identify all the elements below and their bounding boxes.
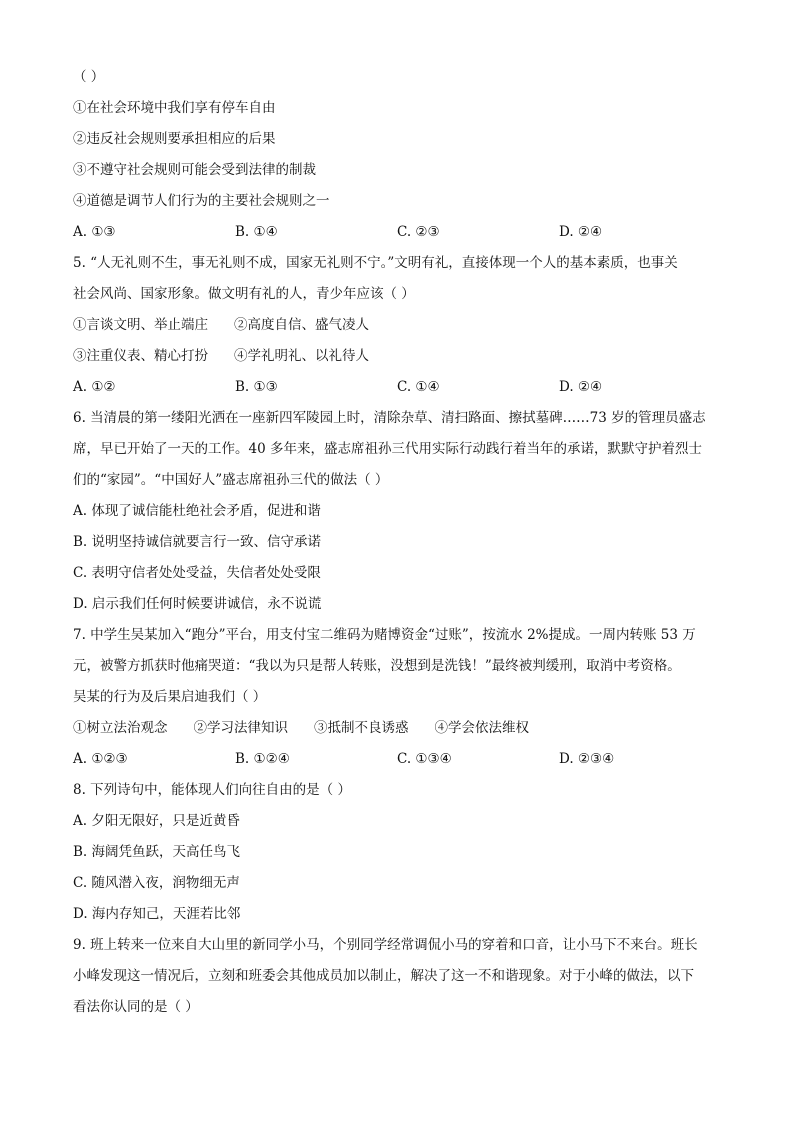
q7-option-c: C. ①③④ <box>397 751 452 767</box>
q8-option-d: D. 海内存知己，天涯若比邻 <box>73 906 241 922</box>
q4-option-c: C. ②③ <box>397 224 440 240</box>
q9-stem-line-1: 9. 班上转来一位来自大山里的新同学小马，个别同学经常调侃小马的穿着和口音，让小马下不来台。班长 <box>73 937 698 953</box>
q5-option-c: C. ①④ <box>397 379 440 395</box>
q7-option-d: D. ②③④ <box>559 751 615 767</box>
q7-item-1: ①树立法治观念 <box>73 720 168 736</box>
q9-stem-line-3: 看法你认同的是（ ） <box>73 999 199 1015</box>
q6-option-b: B. 说明坚持诚信就要言行一致、信守承诺 <box>73 534 322 550</box>
q6-stem-line-2: 席，早已开始了一天的工作。40 多年来，盛志席祖孙三代用实际行动践行着当年的承诺，默默守护着烈士 <box>73 441 702 457</box>
q5-items-row-2 <box>73 341 733 372</box>
q7-stem-line-2: 元，被警方抓获时他痛哭道：“我以为只是帮人转账，没想到是洗钱！”最终被判缓刑，取消中考资格。 <box>73 658 681 674</box>
q7-items <box>73 713 733 744</box>
q5-stem-line-1: 5. “人无礼则不生，事无礼则不成，国家无礼则不宁。”文明有礼，直接体现一个人的基本素质，也事关 <box>73 255 678 271</box>
q7-item-3: ③抵制不良诱惑 <box>314 720 409 736</box>
q5-stem-line-2: 社会风尚、国家形象。做文明有礼的人，青少年应该（ ） <box>73 286 415 302</box>
q5-items-row-1 <box>73 310 733 341</box>
q6-stem-line-1: 6. 当清晨的第一缕阳光洒在一座新四军陵园上时，清除杂草、清扫路面、擦拭墓碑……73 岁的管理员盛志 <box>73 410 706 426</box>
q5-item-3: ③注重仪表、精心打扮 <box>73 348 208 364</box>
q4-option-d: D. ②④ <box>559 224 603 240</box>
q4-option-a: A. ①③ <box>73 224 116 240</box>
q5-option-b: B. ①③ <box>235 379 278 395</box>
q7-options <box>73 744 733 775</box>
q4-item-1: ①在社会环境中我们享有停车自由 <box>73 100 276 116</box>
q9-stem-line-2: 小峰发现这一情况后，立刻和班委会其他成员加以制止，解决了这一不和谐现象。对于小峰的做法，以下 <box>73 968 694 984</box>
q7-item-2: ②学习法律知识 <box>193 720 288 736</box>
q6-option-c: C. 表明守信者处处受益，失信者处处受限 <box>73 565 321 581</box>
q5-item-1: ①言谈文明、举止端庄 <box>73 317 208 333</box>
q4-item-2: ②违反社会规则要承担相应的后果 <box>73 131 276 147</box>
q5-option-d: D. ②④ <box>559 379 603 395</box>
q4-item-3: ③不遵守社会规则可能会受到法律的制裁 <box>73 162 316 178</box>
q8-option-b: B. 海阔凭鱼跃，天高任鸟飞 <box>73 844 241 860</box>
q5-item-4: ④学礼明礼、以礼待人 <box>234 348 369 364</box>
q5-item-2: ②高度自信、盛气凌人 <box>234 317 369 333</box>
q7-stem-line-1: 7. 中学生吴某加入“跑分”平台，用支付宝二维码为赌博资金“过账”，按流水 2%提成。一周内转账 53 万 <box>73 627 696 643</box>
q4-option-b: B. ①④ <box>235 224 278 240</box>
q4-stem-end: （ ） <box>73 69 105 85</box>
q8-option-a: A. 夕阳无限好，只是近黄昏 <box>73 813 240 829</box>
q5-options <box>73 372 733 403</box>
exam-page <box>73 62 733 1023</box>
q8-stem: 8. 下列诗句中，能体现人们向往自由的是（ ） <box>73 782 351 798</box>
q6-stem-line-3: 们的“家园”。“中国好人”盛志席祖孙三代的做法（ ） <box>73 472 389 488</box>
q8-option-c: C. 随风潜入夜，润物细无声 <box>73 875 240 891</box>
q4-options <box>73 217 733 248</box>
q6-option-a: A. 体现了诚信能杜绝社会矛盾，促进和谐 <box>73 503 321 519</box>
q5-option-a: A. ①② <box>73 379 116 395</box>
q7-stem-line-3: 吴某的行为及后果启迪我们（ ） <box>73 689 267 705</box>
q7-option-b: B. ①②④ <box>235 751 290 767</box>
q7-item-4: ④学会依法维权 <box>434 720 529 736</box>
q6-option-d: D. 启示我们任何时候要讲诚信，永不说谎 <box>73 596 322 612</box>
q4-item-4: ④道德是调节人们行为的主要社会规则之一 <box>73 193 330 209</box>
q7-option-a: A. ①②③ <box>73 751 128 767</box>
